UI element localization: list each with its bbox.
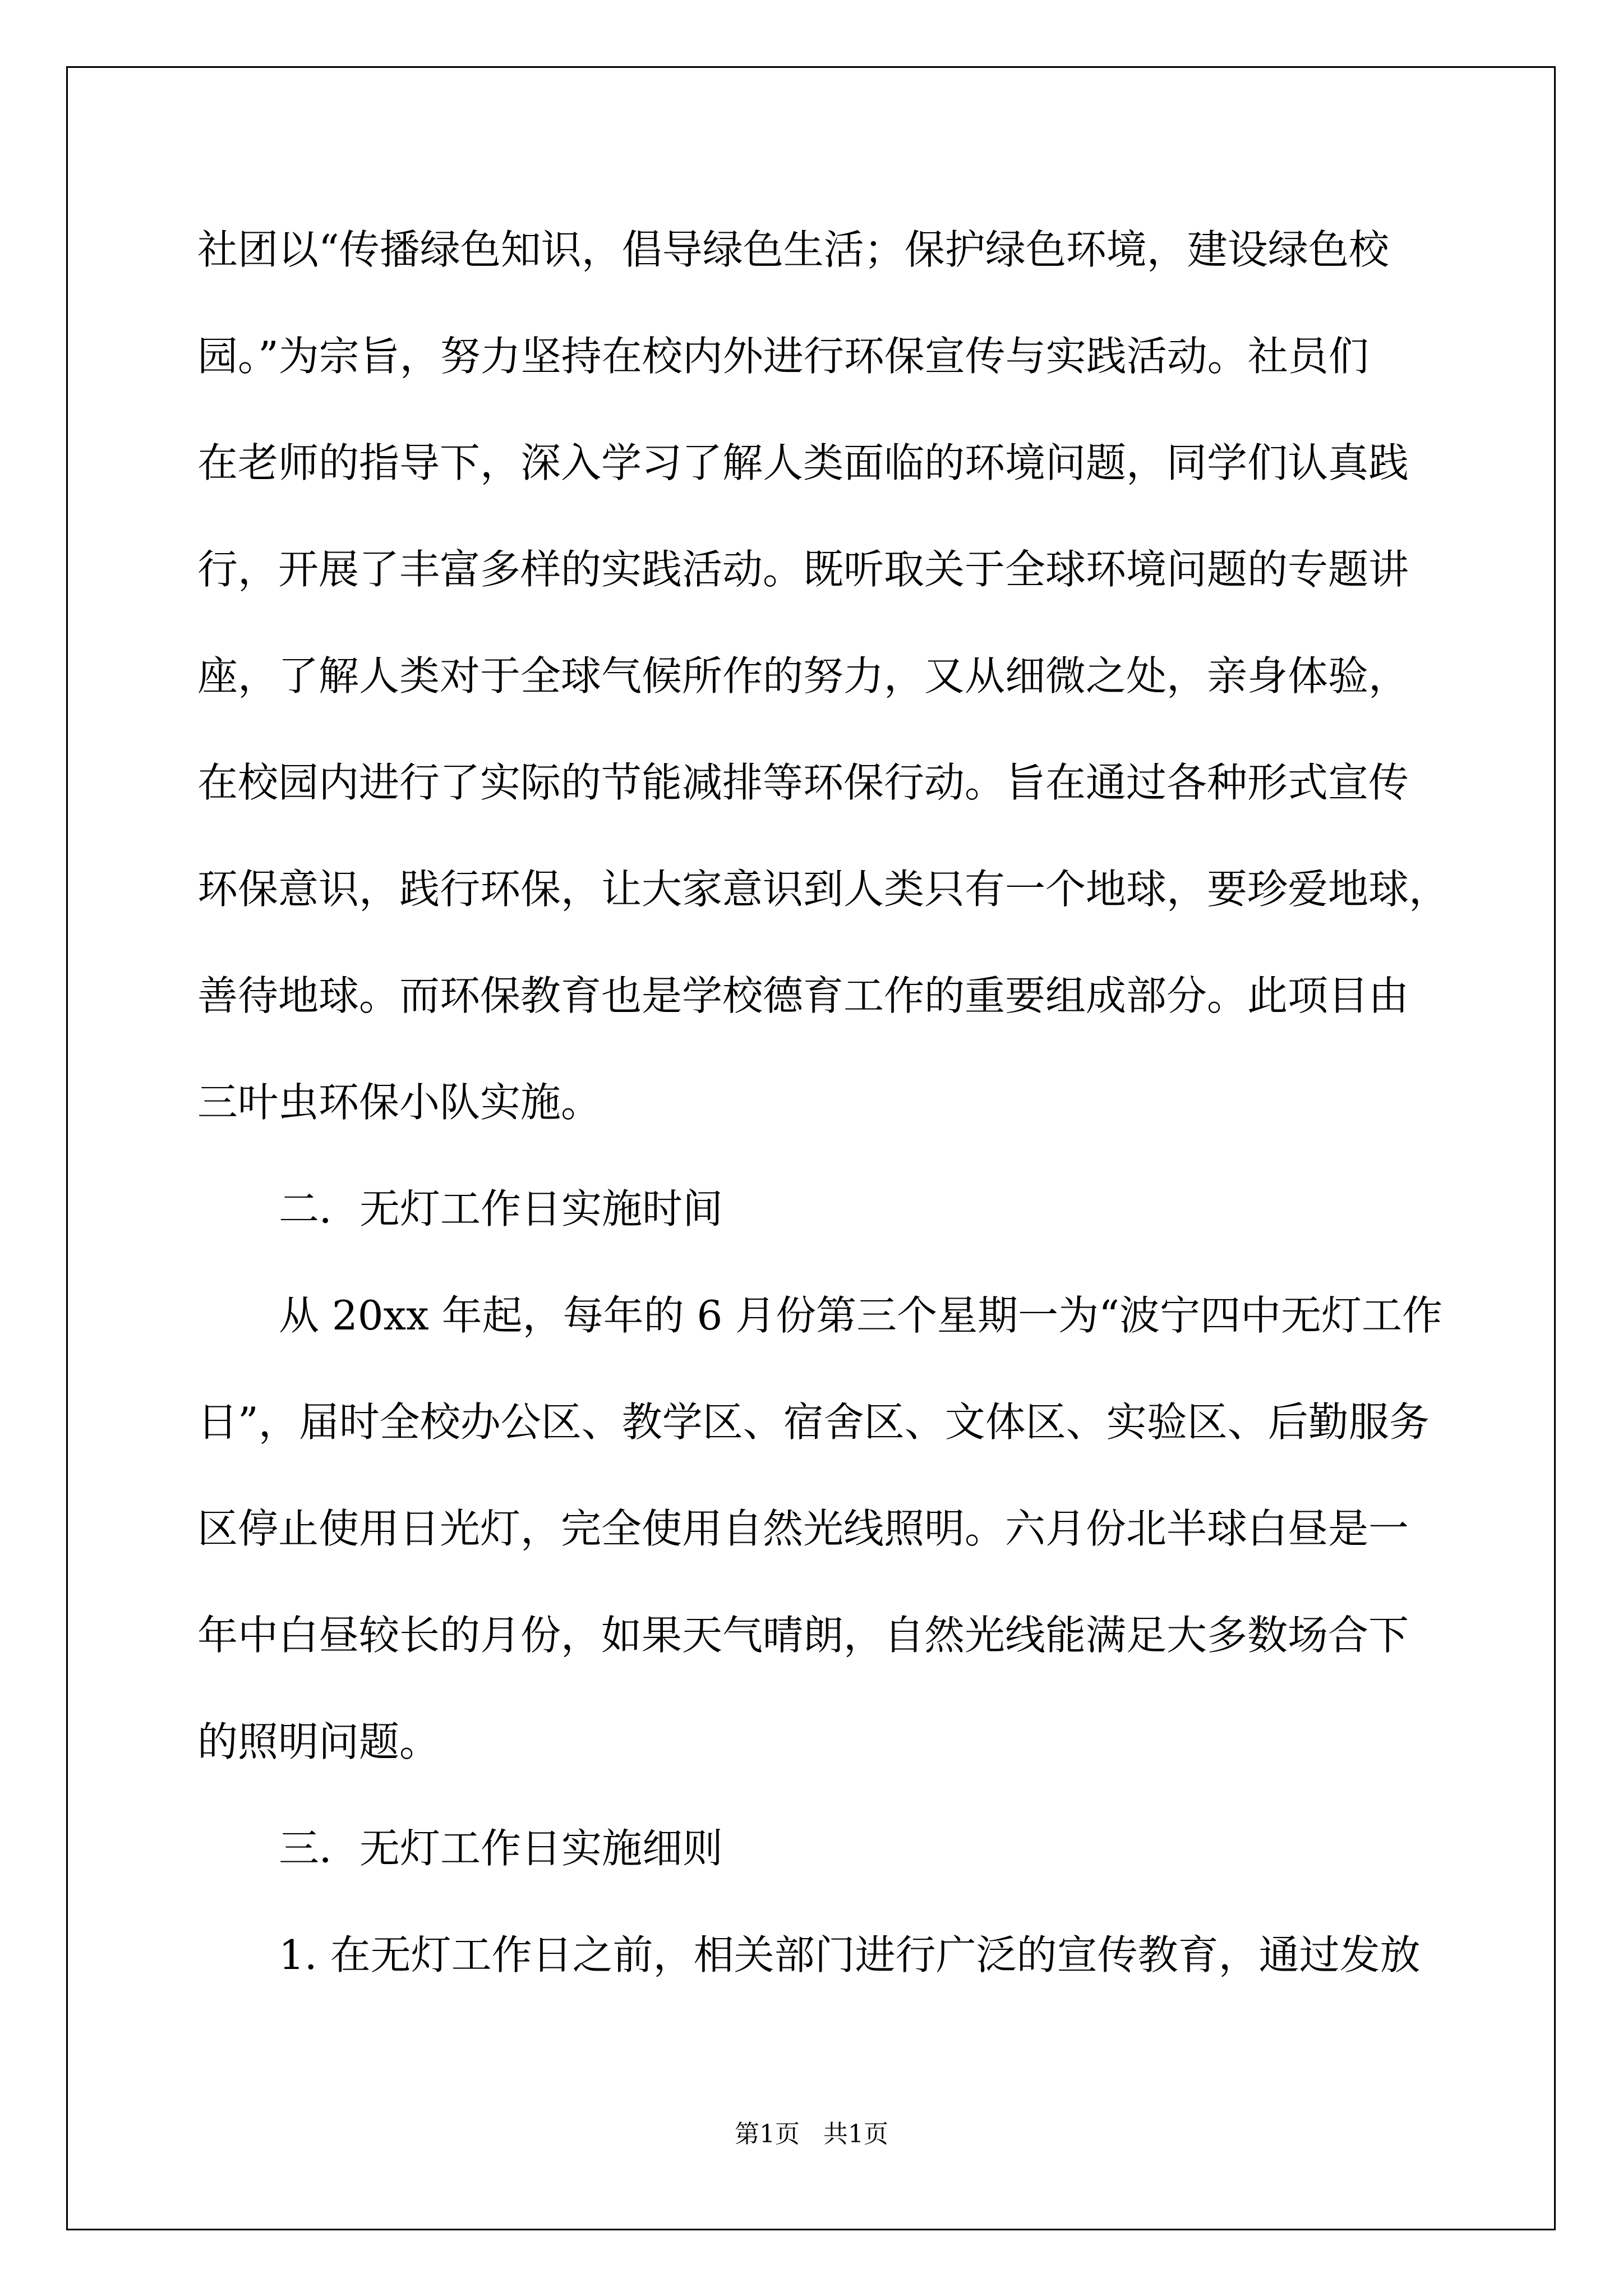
paragraph-line: 三叶虫环保小队实施。 [197, 1079, 602, 1126]
paragraph-line: 日”，届时全校办公区、教学区、宿舍区、文体区、实验区、后勤服务 [197, 1398, 1430, 1446]
section-heading: 三．无灯工作日实施细则 [279, 1825, 723, 1872]
paragraph-line: 1. 在无灯工作日之前，相关部门进行广泛的宣传教育，通过发放 [279, 1931, 1421, 1978]
paragraph-line: 在校园内进行了实际的节能减排等环保行动。旨在通过各种形式宣传 [197, 759, 1409, 806]
page-border [66, 66, 1556, 2230]
paragraph-line: 善待地球。而环保教育也是学校德育工作的重要组成部分。此项目由 [197, 972, 1409, 1019]
paragraph-line: 的照明问题。 [197, 1718, 440, 1765]
paragraph-line: 行，开展了丰富多样的实践活动。既听取关于全球环境问题的专题讲 [197, 546, 1409, 593]
paragraph-line: 在老师的指导下，深入学习了解人类面临的环境问题，同学们认真践 [197, 439, 1409, 486]
paragraph-line: 从 20xx 年起，每年的 6 月份第三个星期一为“波宁四中无灯工作 [279, 1292, 1442, 1339]
paragraph-line: 环保意识，践行环保，让大家意识到人类只有一个地球，要珍爱地球， [197, 866, 1450, 913]
paragraph-line: 园。”为宗旨，努力坚持在校内外进行环保宣传与实践活动。社员们 [197, 333, 1369, 380]
paragraph-line: 社团以“传播绿色知识，倡导绿色生活；保护绿色环境，建设绿色校 [197, 226, 1389, 273]
page-number-footer: 第1页 共1页 [735, 2120, 888, 2148]
paragraph-line: 座，了解人类对于全球气候所作的努力，又从细微之处，亲身体验， [197, 652, 1409, 700]
paragraph-line: 区停止使用日光灯，完全使用自然光线照明。六月份北半球白昼是一 [197, 1505, 1409, 1552]
section-heading: 二．无灯工作日实施时间 [279, 1185, 723, 1232]
paragraph-line: 年中白昼较长的月份，如果天气晴朗，自然光线能满足大多数场合下 [197, 1612, 1409, 1659]
